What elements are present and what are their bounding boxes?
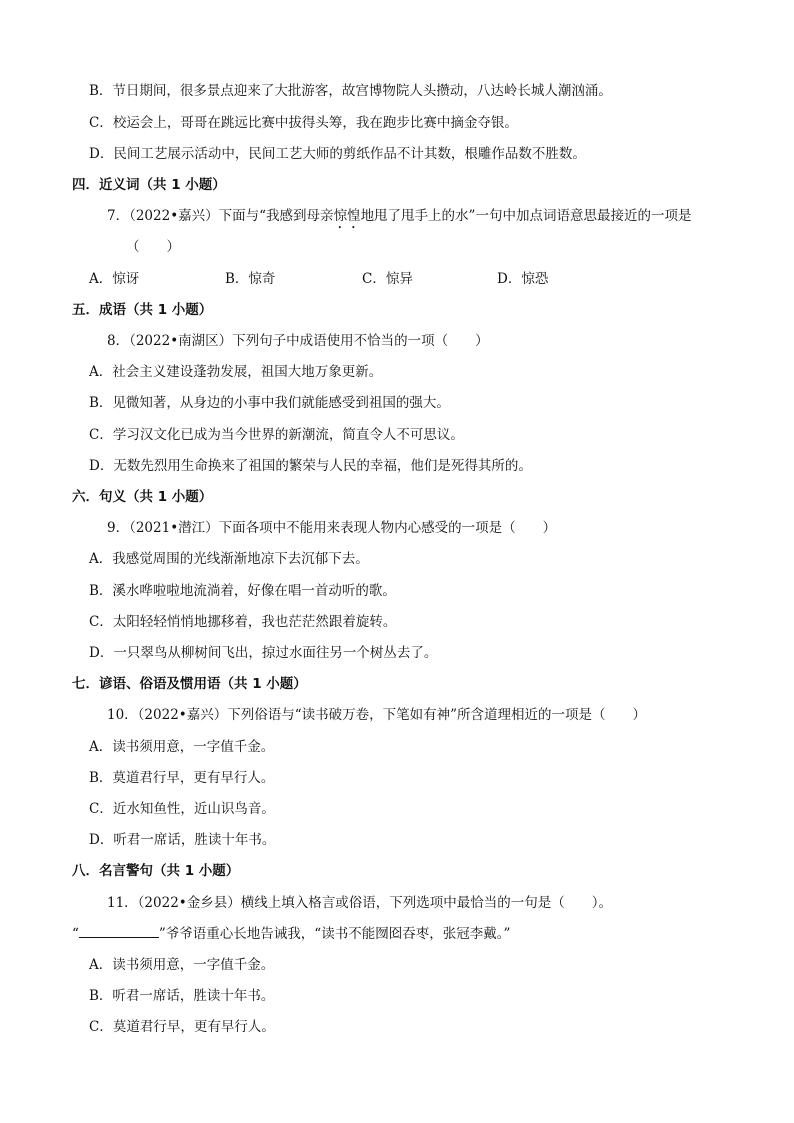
option-6c: C．校运会上，哥哥在跳远比赛中拔得头筹，我在跑步比赛中摘金夺银。 (89, 115, 518, 131)
option-8d: D．无数先烈用生命换来了祖国的繁荣与人民的幸福，他们是死得其所的。 (89, 458, 532, 474)
option-6d: D．民间工艺展示活动中，民间工艺大师的剪纸作品不计其数，根雕作品数不胜数。 (89, 146, 586, 162)
fill-in-blank (79, 925, 159, 938)
section-heading-synonyms: 四．近义词（共 1 小题） (72, 177, 226, 193)
question-7-dotted-word: 惊惶 (333, 208, 361, 224)
option-9d: D．一只翠鸟从柳树间飞出，掠过水面往另一个树丛去了。 (89, 645, 438, 661)
question-7-paren: （ ） (126, 239, 180, 255)
option-10d: D．听君一席话，胜读十年书。 (89, 832, 276, 848)
question-10: 10．（2022•嘉兴）下列俗语与“读书破万卷，下笔如有神”所含道理相近的一项是（ ） (107, 707, 647, 723)
section-heading-idioms: 五．成语（共 1 小题） (72, 302, 213, 318)
section-heading-sentence-meaning: 六．句义（共 1 小题） (72, 489, 213, 505)
question-11-quote-line (72, 925, 510, 943)
option-9a: A．我感觉周围的光线渐渐地凉下去沉郁下去。 (89, 551, 369, 567)
section-heading-famous-quotes: 八．名言警句（共 1 小题） (72, 863, 240, 879)
option-10c: C．近水知鱼性，近山识鸟音。 (89, 801, 275, 817)
option-7d: D．惊恐 (497, 271, 549, 287)
question-7-prefix: 7．（2022•嘉兴）下面与“我感到母亲 (107, 208, 334, 224)
question-8: 8．（2022•南湖区）下列句子中成语使用不恰当的一项（ ） (107, 333, 489, 349)
option-11b: B．听君一席话，胜读十年书。 (89, 988, 275, 1004)
question-11: 11．（2022•金乡县）横线上填入格言或俗语，下列选项中最恰当的一句是（ ）。 (107, 895, 612, 911)
option-11c: C．莫道君行早，更有早行人。 (89, 1019, 275, 1035)
question-9: 9．（2021•潜江）下面各项中不能用来表现人物内心感受的一项是（ ） (107, 520, 557, 536)
option-8b: B．见微知著，从身边的小事中我们就能感受到祖国的强大。 (89, 395, 450, 411)
option-8c: C．学习汉文化已成为当今世界的新潮流，简直令人不可思议。 (89, 427, 464, 443)
section-heading-proverbs: 七．谚语、俗语及惯用语（共 1 小题） (72, 676, 307, 692)
option-7b: B．惊奇 (225, 271, 276, 287)
option-6b: B．节日期间，很多景点迎来了大批游客，故宫博物院人头攒动，八达岭长城人潮汹涌。 (89, 83, 612, 99)
option-10a: A．读书须用意，一字值千金。 (89, 739, 275, 755)
question-7-suffix: 地甩了甩手上的水”一句中加点词语意思最接近的一项是 (360, 208, 692, 224)
quote-open-mark: “ (72, 926, 79, 942)
option-9b: B．溪水哗啦啦地流淌着，好像在唱一首动听的歌。 (89, 583, 396, 599)
option-8a: A．社会主义建设蓬勃发展，祖国大地万象更新。 (89, 364, 383, 380)
option-7c: C．惊异 (362, 271, 413, 287)
question-7 (107, 207, 691, 232)
option-11a: A．读书须用意，一字值千金。 (89, 957, 275, 973)
option-10b: B．莫道君行早，更有早行人。 (89, 770, 275, 786)
option-9c: C．太阳轻轻悄悄地挪移着，我也茫茫然跟着旋转。 (89, 614, 397, 630)
option-7a: A．惊讶 (89, 271, 140, 287)
quote-rest: ”爷爷语重心长地告诫我，“读书不能囫囵吞枣，张冠李戴。” (158, 926, 511, 942)
